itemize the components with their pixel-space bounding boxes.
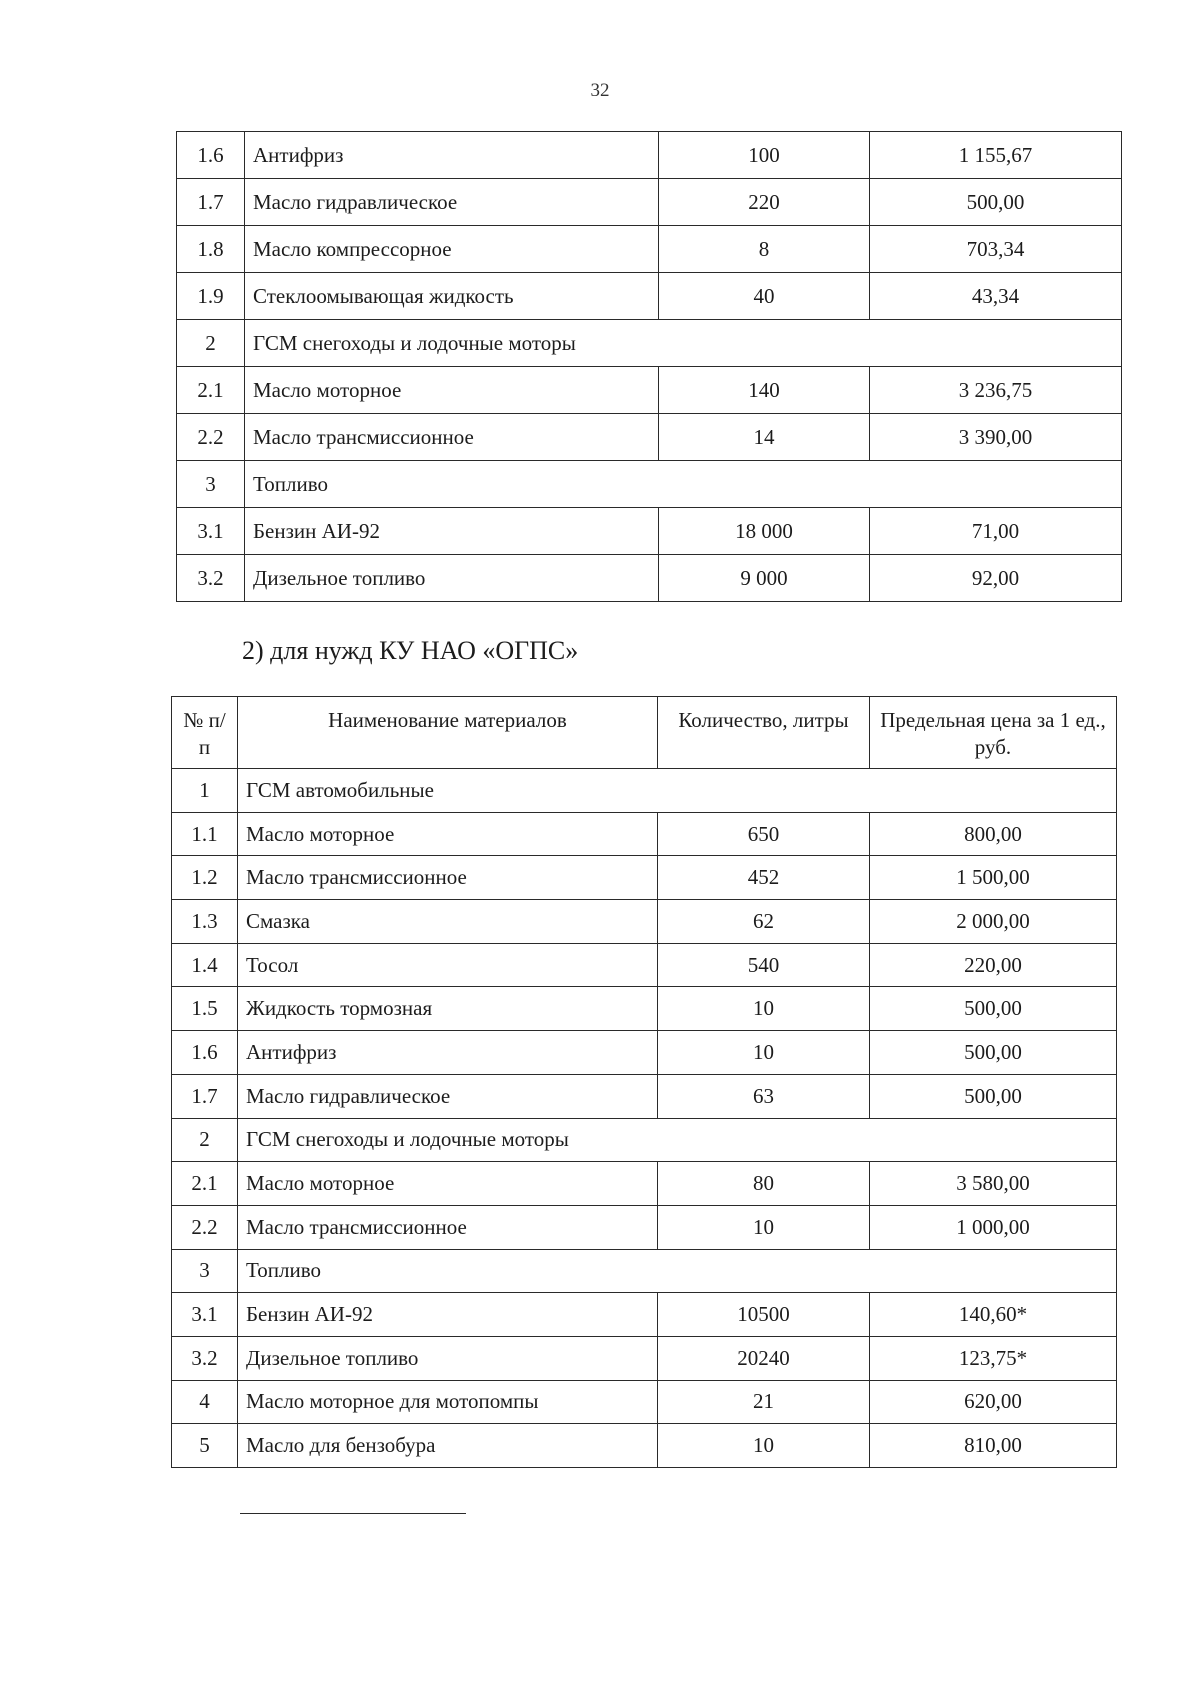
max-price: 1 500,00 [870, 856, 1117, 900]
table-row [172, 1205, 1117, 1249]
max-price: 2 000,00 [870, 900, 1117, 944]
row-number: 2 [172, 1118, 238, 1162]
max-price: 500,00 [870, 987, 1117, 1031]
table-row [177, 367, 1122, 414]
section-row [177, 320, 1122, 367]
table-row [172, 900, 1117, 944]
material-name: Тосол [238, 943, 658, 987]
quantity: 140 [659, 367, 870, 414]
table-row [177, 508, 1122, 555]
quantity: 9 000 [659, 555, 870, 602]
footnote-separator [240, 1513, 466, 1514]
section-row [177, 461, 1122, 508]
max-price: 92,00 [870, 555, 1122, 602]
row-number: 1.5 [172, 987, 238, 1031]
quantity: 62 [658, 900, 870, 944]
row-number: 2.1 [172, 1162, 238, 1206]
quantity: 14 [659, 414, 870, 461]
table-row [172, 812, 1117, 856]
row-number: 1.6 [177, 132, 245, 179]
header-name: Наименование материалов [238, 697, 658, 769]
quantity: 10 [658, 987, 870, 1031]
max-price: 500,00 [870, 1074, 1117, 1118]
table-row [177, 273, 1122, 320]
table-row [172, 856, 1117, 900]
table-row [172, 1380, 1117, 1424]
row-number: 2.2 [172, 1205, 238, 1249]
material-name: Масло для бензобура [238, 1424, 658, 1468]
quantity: 540 [658, 943, 870, 987]
row-number: 1.6 [172, 1031, 238, 1075]
table-row [177, 179, 1122, 226]
material-name: Масло моторное для мотопомпы [238, 1380, 658, 1424]
max-price: 620,00 [870, 1380, 1117, 1424]
section-row [172, 1249, 1117, 1293]
page-number: 32 [590, 80, 610, 101]
row-number: 3.2 [177, 555, 245, 602]
material-name: Смазка [238, 900, 658, 944]
max-price: 220,00 [870, 943, 1117, 987]
material-name: Масло гидравлическое [238, 1074, 658, 1118]
quantity: 21 [658, 1380, 870, 1424]
row-number: 2.2 [177, 414, 245, 461]
material-name: Масло трансмиссионное [238, 1205, 658, 1249]
quantity: 100 [659, 132, 870, 179]
table-row [172, 1031, 1117, 1075]
material-name: Масло компрессорное [245, 226, 659, 273]
row-number: 1.9 [177, 273, 245, 320]
row-number: 1.7 [177, 179, 245, 226]
max-price: 800,00 [870, 812, 1117, 856]
max-price: 703,34 [870, 226, 1122, 273]
material-name: Дизельное топливо [245, 555, 659, 602]
table-row [172, 1162, 1117, 1206]
row-number: 2.1 [177, 367, 245, 414]
max-price: 140,60* [870, 1293, 1117, 1337]
quantity: 650 [658, 812, 870, 856]
table-row [177, 414, 1122, 461]
section-title: Топливо [245, 461, 1122, 508]
quantity: 452 [658, 856, 870, 900]
material-name: Масло моторное [238, 1162, 658, 1206]
table-row [172, 943, 1117, 987]
material-name: Антифриз [245, 132, 659, 179]
quantity: 220 [659, 179, 870, 226]
row-number: 4 [172, 1380, 238, 1424]
section-title: Топливо [238, 1249, 1117, 1293]
section-title: ГСМ снегоходы и лодочные моторы [238, 1118, 1117, 1162]
table-row [172, 1336, 1117, 1380]
table-row [172, 1424, 1117, 1468]
materials-table-continued-body [177, 132, 1122, 602]
material-name: Бензин АИ-92 [245, 508, 659, 555]
max-price: 500,00 [870, 179, 1122, 226]
material-name: Жидкость тормозная [238, 987, 658, 1031]
table-row [177, 132, 1122, 179]
material-name: Масло моторное [245, 367, 659, 414]
row-number: 1.8 [177, 226, 245, 273]
row-number: 1.2 [172, 856, 238, 900]
max-price: 123,75* [870, 1336, 1117, 1380]
row-number: 3.2 [172, 1336, 238, 1380]
row-number: 1.3 [172, 900, 238, 944]
quantity: 40 [659, 273, 870, 320]
section-subheading: 2) для нужд КУ НАО «ОГПС» [242, 636, 579, 665]
max-price: 43,34 [870, 273, 1122, 320]
table-row [172, 987, 1117, 1031]
max-price: 500,00 [870, 1031, 1117, 1075]
max-price: 810,00 [870, 1424, 1117, 1468]
material-name: Масло трансмиссионное [245, 414, 659, 461]
row-number: 1.1 [172, 812, 238, 856]
quantity: 63 [658, 1074, 870, 1118]
material-name: Масло гидравлическое [245, 179, 659, 226]
material-name: Антифриз [238, 1031, 658, 1075]
table-row [172, 1293, 1117, 1337]
quantity: 8 [659, 226, 870, 273]
table-row [172, 1074, 1117, 1118]
quantity: 18 000 [659, 508, 870, 555]
material-name: Бензин АИ-92 [238, 1293, 658, 1337]
header-qty: Количество, литры [658, 697, 870, 769]
table-header-row [172, 697, 1117, 769]
material-name: Масло трансмиссионное [238, 856, 658, 900]
max-price: 3 236,75 [870, 367, 1122, 414]
row-number: 3 [177, 461, 245, 508]
header-price: Предельная цена за 1 ед., руб. [870, 697, 1117, 769]
section-row [172, 769, 1117, 813]
quantity: 10 [658, 1424, 870, 1468]
row-number: 3.1 [172, 1293, 238, 1337]
header-num: № п/п [172, 697, 238, 769]
section-row [172, 1118, 1117, 1162]
ogps-materials-table [171, 696, 1117, 1468]
max-price: 3 390,00 [870, 414, 1122, 461]
table-row [177, 226, 1122, 273]
row-number: 3.1 [177, 508, 245, 555]
row-number: 1.7 [172, 1074, 238, 1118]
materials-table-continued [176, 131, 1122, 602]
ogps-materials-table-body [172, 769, 1117, 1468]
quantity: 10500 [658, 1293, 870, 1337]
table-row [177, 555, 1122, 602]
row-number: 2 [177, 320, 245, 367]
row-number: 5 [172, 1424, 238, 1468]
row-number: 3 [172, 1249, 238, 1293]
material-name: Стеклоомывающая жидкость [245, 273, 659, 320]
max-price: 1 000,00 [870, 1205, 1117, 1249]
row-number: 1.4 [172, 943, 238, 987]
quantity: 80 [658, 1162, 870, 1206]
quantity: 20240 [658, 1336, 870, 1380]
material-name: Масло моторное [238, 812, 658, 856]
max-price: 71,00 [870, 508, 1122, 555]
material-name: Дизельное топливо [238, 1336, 658, 1380]
quantity: 10 [658, 1031, 870, 1075]
section-title: ГСМ автомобильные [238, 769, 1117, 813]
max-price: 3 580,00 [870, 1162, 1117, 1206]
row-number: 1 [172, 769, 238, 813]
section-title: ГСМ снегоходы и лодочные моторы [245, 320, 1122, 367]
quantity: 10 [658, 1205, 870, 1249]
max-price: 1 155,67 [870, 132, 1122, 179]
